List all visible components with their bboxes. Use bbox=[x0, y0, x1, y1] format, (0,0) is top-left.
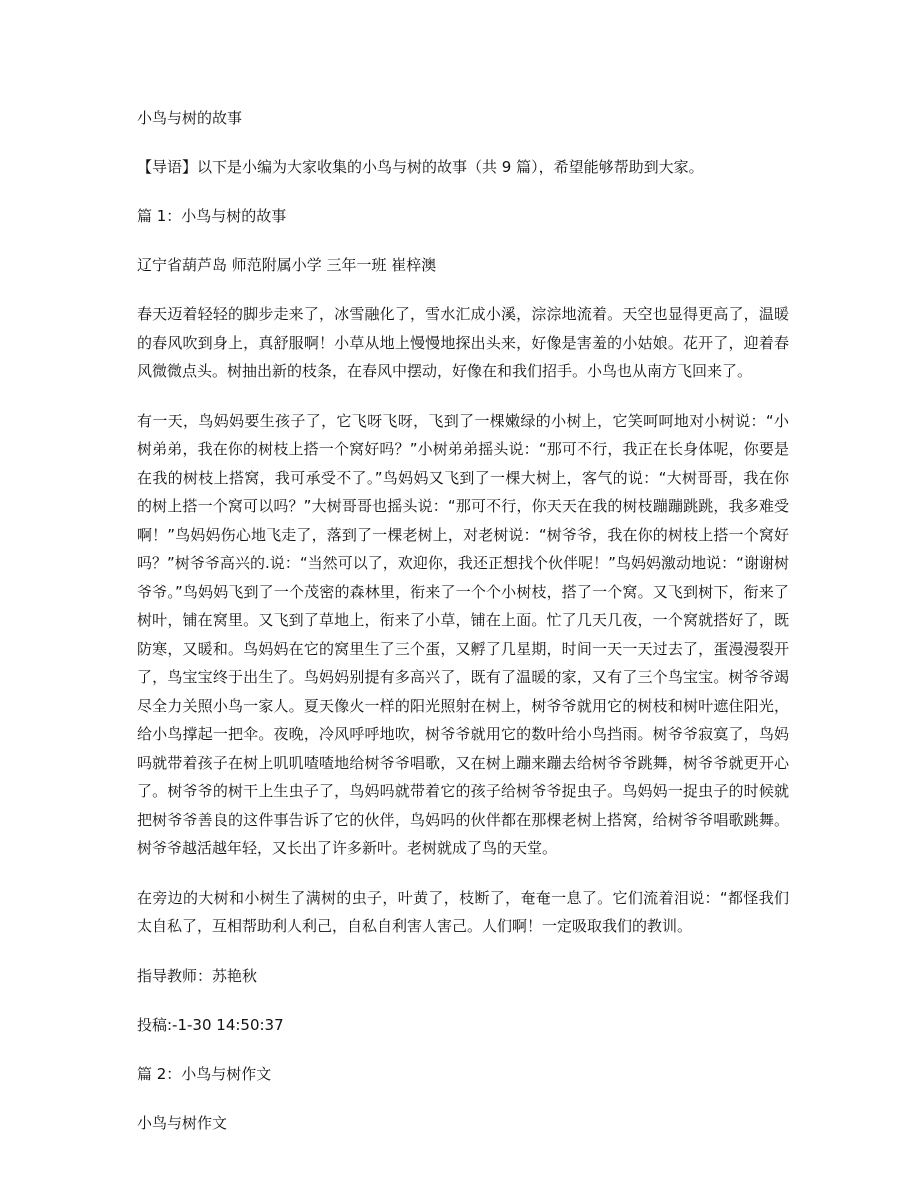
section1-heading: 篇 1：小鸟与树的故事 bbox=[137, 207, 287, 225]
section2-title: 小鸟与树作文 bbox=[137, 1113, 228, 1132]
story-paragraph-1: 春天迈着轻轻的脚步走来了，冰雪融化了，雪水汇成小溪，淙淙地流着。天空也显得更高了，温暖的春风吹到身上，真舒服啊！小草从地上慢慢地探出头来，好像是害羞的小姑娘。花开了，迎着春风微微点头。树抽出新的枝条，在春风中摆动，好像在和我们招手。小鸟也从南方飞回来了。 bbox=[137, 305, 789, 380]
author-line: 辽宁省葫芦岛 师范附属小学 三年一班 崔梓澳 bbox=[137, 256, 437, 274]
story-paragraph-2: 有一天，鸟妈妈要生孩子了，它飞呀飞呀，飞到了一棵嫩绿的小树上，它笑呵呵地对小树说：“小树弟弟，我在你的树枝上搭一个窝好吗？”小树弟弟摇头说：“那可不行，我正在长身体呢，你要是在我的树枝上搭窝，我可承受不了。”鸟妈妈又飞到了一棵大树上，客气的说：“大树哥哥，我在你的树上搭一个窝可以吗？”大树哥哥也摇头说：“那可不行，你天天在我的树枝蹦蹦跳跳，我多难受啊！”鸟妈妈伤心地飞走了，落到了一棵老树上，对老树说：“树爷爷，我在你的树枝上搭一个窝好吗？”树爷爷高兴的.说：“当然可以了，欢迎你，我还正想找个伙伴呢！”鸟妈妈激动地说：“谢谢树爷爷。”鸟妈妈飞到了一个茂密的森林里，衔来了一个个小树枝，搭了一个窝。又飞到树下，衔来了树叶，铺在窝里。又飞到了草地上，衔来了小草，铺在上面。忙了几天几夜，一个窝就搭好了，既防寒，又暖和。鸟妈妈在它的窝里生了三个蛋，又孵了几星期，时间一天一天过去了，蛋漫漫裂开了，鸟宝宝终于出生了。鸟妈妈别提有多高兴了，既有了温暖的家，又有了三个鸟宝宝。树爷爷竭尽全力关照小鸟一家人。夏天像火一样的阳光照射在树上，树爷爷就用它的树枝和树叶遮住阳光，给小鸟撑起一把伞。夜晚，冷风呼呼地吹，树爷爷就用它的数叶给小鸟挡雨。树爷爷寂寞了，鸟妈吗就带着孩子在树上叽叽喳喳地给树爷爷唱歌，又在树上蹦来蹦去给树爷爷跳舞，树爷爷就更开心了。树爷爷的树干上生虫子了，鸟妈吗就带着它的孩子给树爷爷捉虫子。鸟妈妈一捉虫子的时候就把树爷爷善良的这件事告诉了它的伙伴，鸟妈吗的伙伴都在那棵老树上搭窝，给树爷爷唱歌跳舞。树爷爷越活越年轻，又长出了许多新叶。老树就成了鸟的天堂。 bbox=[137, 411, 789, 857]
teacher-line: 指导教师：苏艳秋 bbox=[137, 966, 258, 985]
story-paragraph-3: 在旁边的大树和小树生了满树的虫子，叶黄了，枝断了，奄奄一息了。它们流着泪说：“都怪我们太自私了，互相帮助利人利己，自私自利害人害己。人们啊！一定吸取我们的教训。 bbox=[137, 888, 789, 935]
document-page bbox=[137, 104, 789, 1158]
submitted-line: 投稿:-1-30 14:50:37 bbox=[137, 1015, 284, 1034]
section2-heading: 篇 2：小鸟与树作文 bbox=[137, 1064, 272, 1083]
intro-text: 【导语】以下是小编为大家收集的小鸟与树的故事（共 9 篇），希望能够帮助到大家。 bbox=[137, 158, 704, 176]
document-title: 小鸟与树的故事 bbox=[137, 109, 243, 127]
